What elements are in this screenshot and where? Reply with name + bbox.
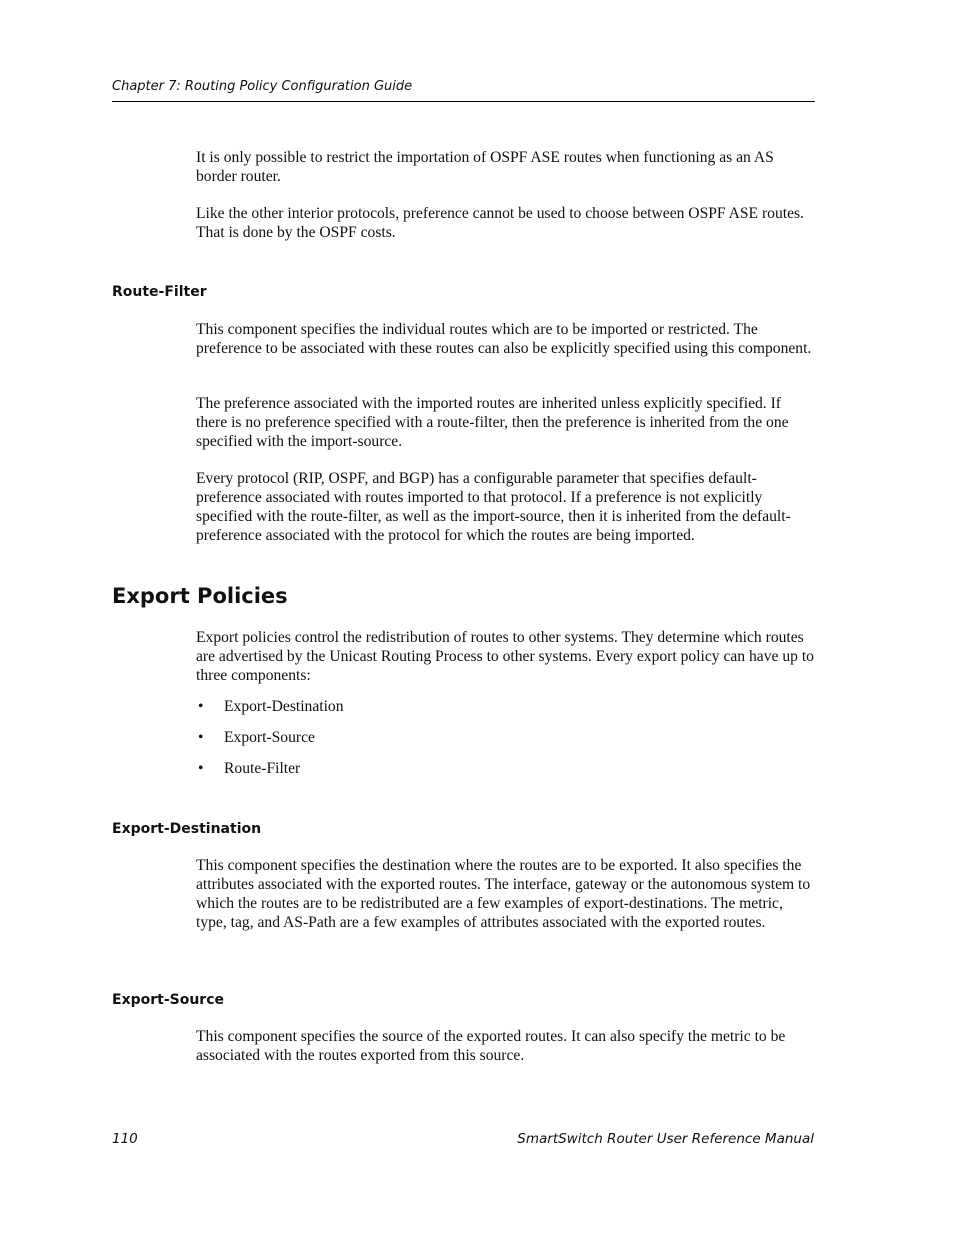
page-number: 110: [112, 1131, 138, 1147]
intro-paragraph-2: Like the other interior protocols, preference cannot be used to choose between OSPF ASE routes. That is done by the OSPF costs.: [196, 205, 804, 241]
header-rule: [112, 101, 815, 102]
export-destination-paragraph: This component specifies the destination where the routes are to be exported. It also specifies the attributes associated with the exported routes. The interface, gateway or the autonomous system to which the routes are to be redistributed are a few examples of export-destinations. The metric, type, tag, and AS-Path are a few examples of attributes associated with the exported routes.: [196, 857, 811, 931]
route-filter-paragraph-1: This component specifies the individual routes which are to be imported or restricted. The preference to be associated with these routes can also be explicitly specified using this component.: [196, 321, 812, 357]
intro-paragraph-1: It is only possible to restrict the importation of OSPF ASE routes when functioning as an AS border router.: [196, 149, 774, 185]
export-destination-heading: Export-Destination: [112, 821, 262, 837]
bullet-dot: •: [198, 760, 204, 777]
route-filter-paragraph-3: Every protocol (RIP, OSPF, and BGP) has a configurable parameter that specifies default-preference associated with routes imported to that protocol. If a preference is not explicitly specified with the route-filter, as well as the import-source, then it is inherited from the default-preference associated with the protocol for which the routes are being imported.: [196, 470, 791, 544]
export-source-paragraph: This component specifies the source of the exported routes. It can also specify the metric to be associated with the routes exported from this source.: [196, 1028, 786, 1064]
export-policies-heading: Export Policies: [112, 584, 288, 608]
export-policies-paragraph: Export policies control the redistribution of routes to other systems. They determine which routes are advertised by the Unicast Routing Process to other systems. Every export policy can have up to three components:: [196, 629, 814, 684]
bullet-item-export-destination: [198, 698, 698, 717]
export-source-heading: Export-Source: [112, 992, 225, 1008]
bullet-label: Export-Source: [224, 729, 315, 746]
bullet-dot: •: [198, 729, 204, 746]
bullet-item-route-filter: [198, 760, 698, 779]
bullet-item-export-source: [198, 729, 698, 748]
route-filter-paragraph-2: The preference associated with the imported routes are inherited unless explicitly specified. If there is no preference specified with a route-filter, then the preference is inherited from the one specified with the import-source.: [196, 395, 789, 450]
bullet-dot: •: [198, 698, 204, 715]
running-header: Chapter 7: Routing Policy Configuration Guide: [112, 79, 413, 94]
bullet-label: Route-Filter: [224, 760, 301, 777]
route-filter-heading: Route-Filter: [112, 284, 207, 300]
manual-title: SmartSwitch Router User Reference Manual: [517, 1131, 814, 1147]
bullet-label: Export-Destination: [224, 698, 344, 715]
